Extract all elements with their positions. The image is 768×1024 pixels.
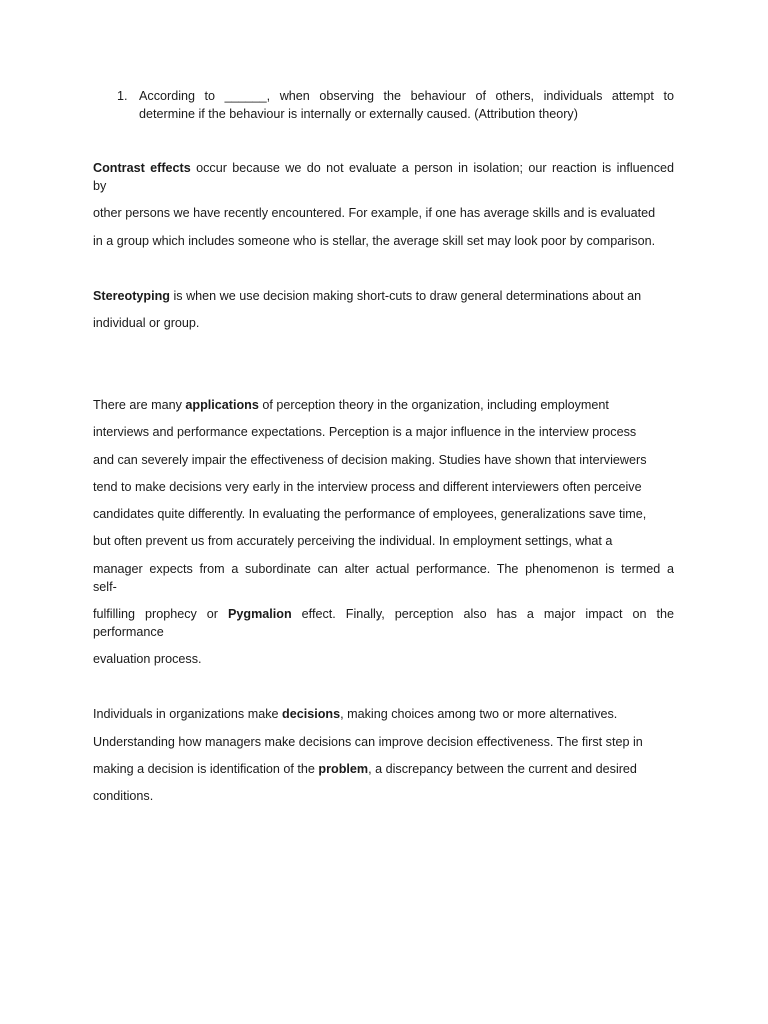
term-applications: applications: [185, 398, 259, 412]
term-pygmalion: Pygmalion: [228, 607, 292, 621]
text-span: Individuals in organizations make: [93, 707, 283, 721]
applications-paragraph-line: performance: [93, 625, 164, 639]
applications-paragraph-line: [93, 396, 674, 414]
term-problem: problem: [318, 762, 369, 776]
question-line: determine if the behaviour is internally or externally caused. (Attribution theory): [139, 107, 578, 121]
text-span: , a discrepancy between the current and desired: [368, 762, 637, 776]
text-span: is when we use decision making short-cuts to draw general determinations about an: [169, 289, 642, 303]
decisions-paragraph-line: [93, 705, 674, 723]
applications-paragraph-line: candidates quite differently. In evaluating the performance of employees, generalizations save time,: [93, 507, 647, 521]
text-span: making a decision is identification of the: [93, 762, 319, 776]
stereotyping-paragraph-line: [93, 287, 674, 305]
text-span: fulfilling prophecy or: [93, 607, 228, 621]
term-contrast-effects: Contrast effects: [93, 161, 191, 175]
question-line: According to ______, when observing the behaviour of others, individuals attempt to: [139, 89, 674, 103]
decisions-paragraph-line: conditions.: [93, 789, 154, 803]
applications-paragraph-line: tend to make decisions very early in the interview process and different interviewers often perceive: [93, 480, 642, 494]
contrast-paragraph-line: in a group which includes someone who is stellar, the average skill set may look poor by comparison.: [93, 234, 656, 248]
text-span: There are many: [93, 398, 186, 412]
applications-paragraph-line: and can severely impair the effectiveness of decision making. Studies have shown that interviewers: [93, 453, 647, 467]
question-text: [139, 87, 674, 123]
text-span: of perception theory in the organization, including employment: [258, 398, 609, 412]
numbered-question: [117, 87, 674, 123]
applications-paragraph-line: but often prevent us from accurately perceiving the individual. In employment settings, what a: [93, 534, 613, 548]
contrast-paragraph-line: by: [93, 179, 107, 193]
term-decisions: decisions: [282, 707, 341, 721]
decisions-paragraph-line: [93, 760, 674, 778]
applications-paragraph-line: interviews and performance expectations. Perception is a major influence in the interview process: [93, 425, 637, 439]
term-stereotyping: Stereotyping: [93, 289, 170, 303]
contrast-paragraph-line: [93, 159, 674, 177]
text-span: effect. Finally, perception also has a major impact on the: [291, 607, 674, 621]
stereotyping-paragraph-line: individual or group.: [93, 316, 200, 330]
applications-paragraph-line: self-: [93, 580, 117, 594]
applications-paragraph-line: manager expects from a subordinate can alter actual performance. The phenomenon is termed a: [93, 562, 674, 576]
applications-paragraph-line: evaluation process.: [93, 652, 202, 666]
contrast-paragraph-line: other persons we have recently encountered. For example, if one has average skills and is evaluated: [93, 206, 656, 220]
text-span: , making choices among two or more alternatives.: [340, 707, 618, 721]
list-number: 1.: [117, 89, 128, 103]
applications-paragraph-line: [93, 605, 674, 623]
text-span: occur because we do not evaluate a person in isolation; our reaction is influenced: [190, 161, 674, 175]
decisions-paragraph-line: Understanding how managers make decisions can improve decision effectiveness. The first step in: [93, 735, 643, 749]
